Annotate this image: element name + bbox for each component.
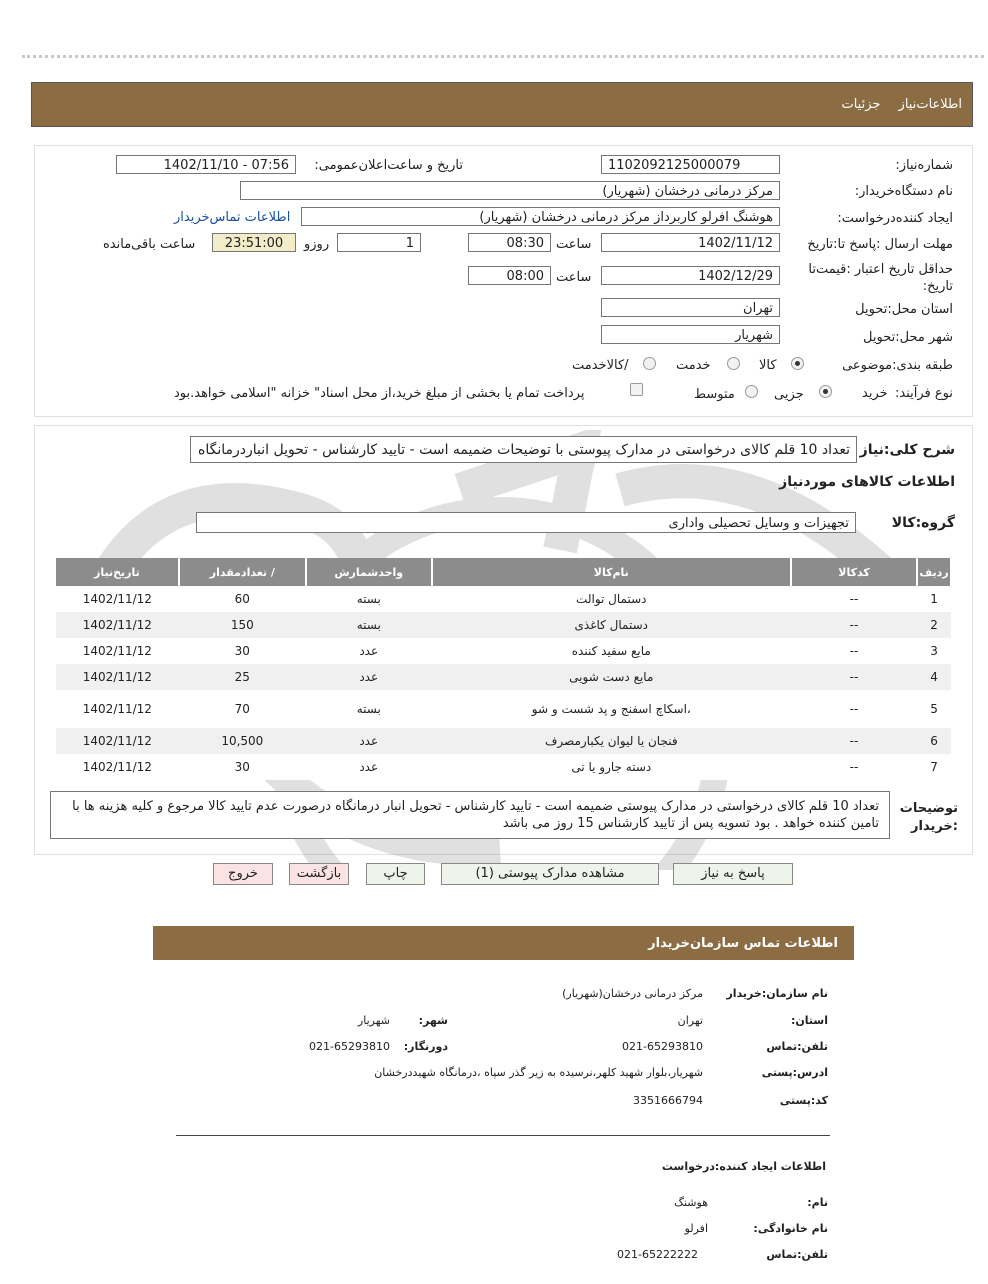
process-medium-label: متوسط — [694, 387, 735, 402]
row-index: 6 — [917, 728, 951, 754]
top-dotted-divider — [22, 55, 984, 58]
row-index: 2 — [917, 612, 951, 638]
deadline-time-label: ساعت — [556, 237, 592, 252]
days-label: روزو — [304, 237, 330, 252]
item-name-text: ،اسکاچ اسفنج و پد شست و شو — [531, 701, 691, 716]
item-code: -- — [791, 728, 917, 754]
col-unit-header: واحدشمارش — [306, 558, 432, 586]
contact-city-value: شهریار — [357, 1014, 390, 1027]
number-label: شماره‌نیاز: — [895, 158, 953, 173]
row-index: 5 — [917, 690, 951, 728]
buyer-contact-link[interactable]: اطلاعات تماس‌خریدار — [174, 210, 291, 225]
contact-address-label: ادرس:پستی — [761, 1066, 828, 1079]
contact-divider — [176, 1135, 830, 1136]
validity-time-label: ساعت — [556, 270, 592, 285]
group-field: تجهیزات و وسایل تحصیلی واداری — [196, 512, 856, 533]
creator-phone-value: 021-65222222 — [617, 1248, 698, 1261]
category-service-label: خدمت — [676, 358, 711, 373]
deadline-label: مهلت ارسال :پاسخ تا:تاریخ — [807, 237, 953, 252]
buyer-field: مرکز درمانی درخشان (شهریار) — [240, 181, 780, 200]
contact-fax-value: 021-65293810 — [309, 1040, 390, 1053]
row-index: 1 — [917, 586, 951, 612]
deadline-date-field: 1402/11/12 — [601, 233, 780, 252]
view-attachments-button[interactable]: مشاهده مدارک پیوستی (1) — [441, 863, 659, 885]
announce-field: 1402/11/10 - 07:56 — [116, 155, 296, 174]
table-row — [56, 586, 951, 612]
validity-label: حداقل تاریخ اعتبار :قیمت‌تا تاریخ: — [808, 262, 953, 294]
contact-phone-value: 021-65293810 — [622, 1040, 703, 1053]
org-value: مرکز درمانی درخشان(شهریار) — [562, 987, 703, 1000]
process-partial-radio[interactable] — [819, 385, 832, 398]
row-index: 3 — [917, 638, 951, 664]
item-name: دستمال توالت — [432, 586, 791, 612]
item-qty: 30 — [179, 638, 306, 664]
number-field: 1102092125000079 — [601, 155, 780, 174]
tab-info[interactable]: اطلاعات‌نیاز — [898, 97, 962, 112]
category-label: طبقه بندی:موضوعی — [842, 358, 953, 373]
item-qty: 150 — [179, 612, 306, 638]
col-date-header: تاریخ‌نیاز — [56, 558, 179, 586]
creator-label: ایجاد کننده‌درخواست: — [837, 211, 953, 226]
item-code: -- — [791, 664, 917, 690]
table-row — [56, 728, 951, 754]
contact-postal-value: 3351666794 — [633, 1094, 703, 1107]
table-row — [56, 612, 951, 638]
item-name: مایع سفید کننده — [432, 638, 791, 664]
buyer-label: نام دستگاه‌خریدار: — [854, 184, 953, 199]
item-date: 1402/11/12 — [56, 690, 179, 728]
summary-field: تعداد 10 قلم کالای درخواستی در مدارک پیوستی با توضیحات ضمیمه است - تایید کارشناس - تحویل انباردرمانگاه — [190, 436, 857, 463]
category-both-radio[interactable] — [643, 357, 656, 370]
category-goods-radio[interactable] — [791, 357, 804, 370]
item-date: 1402/11/12 — [56, 728, 179, 754]
validity-time-field: 08:00 — [468, 266, 551, 285]
city-label: شهر محل:تحویل — [863, 330, 953, 345]
buyer-notes-label: توضیحات :خریدار — [899, 801, 958, 834]
col-code-header: کدکالا — [791, 558, 917, 586]
category-service-radio[interactable] — [727, 357, 740, 370]
province-field: تهران — [601, 298, 780, 317]
item-unit: عدد — [306, 664, 432, 690]
category-goods-label: کالا — [759, 358, 777, 373]
days-field: 1 — [337, 233, 421, 252]
item-unit: عدد — [306, 754, 432, 780]
item-name: دستمال کاغذی — [432, 612, 791, 638]
row-index: 7 — [917, 754, 951, 780]
summary-label: شرح کلی:نیاز — [859, 442, 955, 458]
exit-button[interactable]: خروج — [213, 863, 273, 885]
category-both-label: /کالاخدمت — [572, 358, 629, 373]
creator-family-value: افرلو — [684, 1222, 708, 1235]
contact-phone-label: تلفن:تماس — [766, 1040, 828, 1053]
creator-family-label: نام خانوادگی: — [753, 1222, 828, 1235]
creator-section-title: اطلاعات ایجاد کننده:درخواست — [661, 1160, 826, 1173]
remaining-label: ساعت باقی‌مانده — [103, 237, 196, 252]
item-name: فنجان یا لیوان یکبارمصرف — [432, 728, 791, 754]
contact-header-bar — [153, 926, 854, 960]
treasury-payment-text: پرداخت تمام یا بخشی از مبلغ خرید،از محل اسناد" خزانه "اسلامی خواهد.بود — [174, 386, 585, 401]
row-index: 4 — [917, 664, 951, 690]
contact-province-value: تهران — [677, 1014, 703, 1027]
item-date: 1402/11/12 — [56, 638, 179, 664]
items-heading: اطلاعات کالاهای موردنیاز — [779, 474, 955, 490]
col-name-header: نام‌کالا — [432, 558, 791, 586]
table-header-row — [56, 558, 951, 586]
item-unit: بسته — [306, 612, 432, 638]
process-partial-label: جزیی — [774, 387, 804, 402]
province-label: استان محل:تحویل — [855, 302, 953, 317]
item-unit: عدد — [306, 728, 432, 754]
group-label: گروه:کالا — [891, 515, 955, 531]
page-header-bar — [31, 82, 973, 127]
contact-title: اطلاعات تماس سازمان‌خریدار — [648, 936, 838, 951]
item-qty: 10,500 — [179, 728, 306, 754]
table-row — [56, 754, 951, 780]
item-name: مایع دست شویی — [432, 664, 791, 690]
tab-details[interactable]: جزئیات — [841, 97, 881, 112]
table-row — [56, 664, 951, 690]
print-button[interactable]: چاپ — [366, 863, 425, 885]
creator-name-label: نام: — [807, 1196, 828, 1209]
item-unit: بسته — [306, 690, 432, 728]
item-code: -- — [791, 754, 917, 780]
remaining-time-field: 23:51:00 — [212, 233, 296, 252]
back-button[interactable]: بازگشت — [289, 863, 349, 885]
process-label: نوع فرآیند: — [895, 386, 953, 401]
buyer-notes-field: تعداد 10 قلم کالای درخواستی در مدارک پیوستی ضمیمه است - تایید کارشناس - تحویل انبار درمانگاه درصورت عدم تایید کالا مرجوع و کلیه هزینه ها با تامین کننده خواهد . بود تسویه پس از تایید کارشناس 15 روز می باشد — [50, 791, 890, 839]
col-qty-header: / تعدادمقدار — [179, 558, 306, 586]
creator-name-value: هوشنگ — [674, 1196, 708, 1209]
item-code: -- — [791, 586, 917, 612]
contact-fax-label: دورنگار: — [403, 1040, 448, 1053]
item-qty: 60 — [179, 586, 306, 612]
item-qty: 70 — [179, 690, 306, 728]
item-name: دسته جارو یا تی — [432, 754, 791, 780]
creator-field: هوشنگ افرلو کاربرداز مرکز درمانی درخشان (شهریار) — [301, 207, 780, 226]
item-code: -- — [791, 638, 917, 664]
items-table — [56, 558, 952, 780]
item-date: 1402/11/12 — [56, 586, 179, 612]
treasury-payment-checkbox[interactable] — [630, 383, 643, 396]
item-qty: 30 — [179, 754, 306, 780]
city-field: شهریار — [601, 325, 780, 344]
org-label: نام سازمان:خریدار — [726, 987, 828, 1000]
item-code: -- — [791, 690, 917, 728]
item-name — [432, 690, 791, 728]
table-row — [56, 690, 951, 728]
contact-postal-label: کد:پستی — [779, 1094, 828, 1107]
item-unit: بسته — [306, 586, 432, 612]
process-medium-radio[interactable] — [745, 385, 758, 398]
validity-date-field: 1402/12/29 — [601, 266, 780, 285]
item-unit: عدد — [306, 638, 432, 664]
reply-button[interactable]: پاسخ به نیاز — [673, 863, 793, 885]
col-row-header: ردیف — [917, 558, 951, 586]
contact-address-value: شهریار،بلوار شهید کلهر،نرسیده به زیر گذر سپاه ،درمانگاه شهیددرخشان — [374, 1066, 703, 1079]
contact-province-label: استان: — [791, 1014, 828, 1027]
item-qty: 25 — [179, 664, 306, 690]
item-date: 1402/11/12 — [56, 754, 179, 780]
table-row — [56, 638, 951, 664]
process-buy-label: خرید — [862, 386, 888, 401]
item-date: 1402/11/12 — [56, 664, 179, 690]
item-date: 1402/11/12 — [56, 612, 179, 638]
creator-phone-label: تلفن:تماس — [766, 1248, 828, 1261]
deadline-time-field: 08:30 — [468, 233, 551, 252]
contact-city-label: شهر: — [418, 1014, 448, 1027]
item-code: -- — [791, 612, 917, 638]
announce-label: تاریخ و ساعت‌اعلان‌عمومی: — [314, 158, 463, 173]
